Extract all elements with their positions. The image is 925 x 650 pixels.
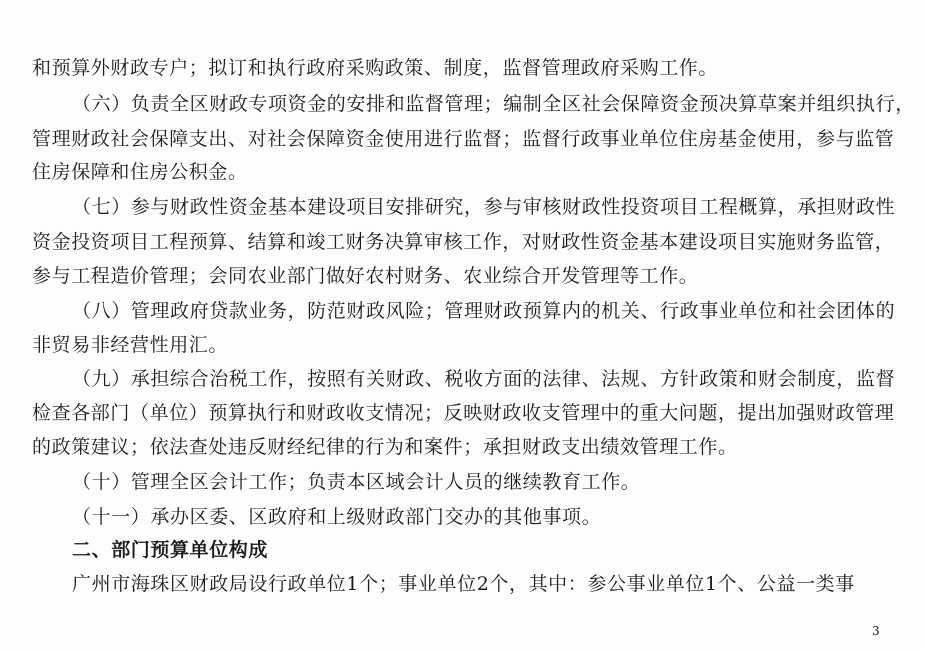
text-line: （十）管理全区会计工作；负责本区域会计人员的继续教育工作。 [72,471,641,493]
text-line: 的政策建议；依法查处违反财经纪律的行为和案件；承担财政支出绩效管理工作。 [32,436,738,458]
text-line: 住房保障和住房公积金。 [32,161,248,183]
text-line: 管理财政社会保障支出、对社会保障资金使用进行监督；监督行政事业单位住房基金使用，参与监管 [32,128,895,150]
text-line: （九）承担综合治税工作，按照有关财政、税收方面的法律、法规、方针政策和财会制度，监督 [72,368,896,390]
text-line: 检查各部门（单位）预算执行和财政收支情况；反映财政收支管理中的重大问题，提出加强财政管理 [32,402,895,424]
text-line: 广州市海珠区财政局设行政单位1个；事业单位2个，其中：参公事业单位1个、公益一类事 [72,573,855,595]
text-line: 资金投资项目工程预算、结算和竣工财务决算审核工作，对财政性资金基本建设项目实施财务监管， [32,231,895,253]
text-line: 和预算外财政专户；拟订和执行政府采购政策、制度，监督管理政府采购工作。 [32,57,719,79]
text-line: （六）负责全区财政专项资金的安排和监督管理；编制全区社会保障资金预决算草案并组织执行， [72,93,915,115]
text-line: 非贸易非经营性用汇。 [32,334,229,356]
text-line: 参与工程造价管理；会同农业部门做好农村财务、农业综合开发管理等工作。 [32,265,699,287]
text-line: （七）参与财政性资金基本建设项目安排研究，参与审核财政性投资项目工程概算，承担财政性 [72,196,896,218]
section-heading: 二、部门预算单位构成 [72,539,269,561]
text-line: （十一）承办区委、区政府和上级财政部门交办的其他事项。 [72,506,602,528]
text-line: （八）管理政府贷款业务，防范财政风险；管理财政预算内的机关、行政事业单位和社会团体的 [72,300,896,322]
page-number: 3 [872,624,880,638]
